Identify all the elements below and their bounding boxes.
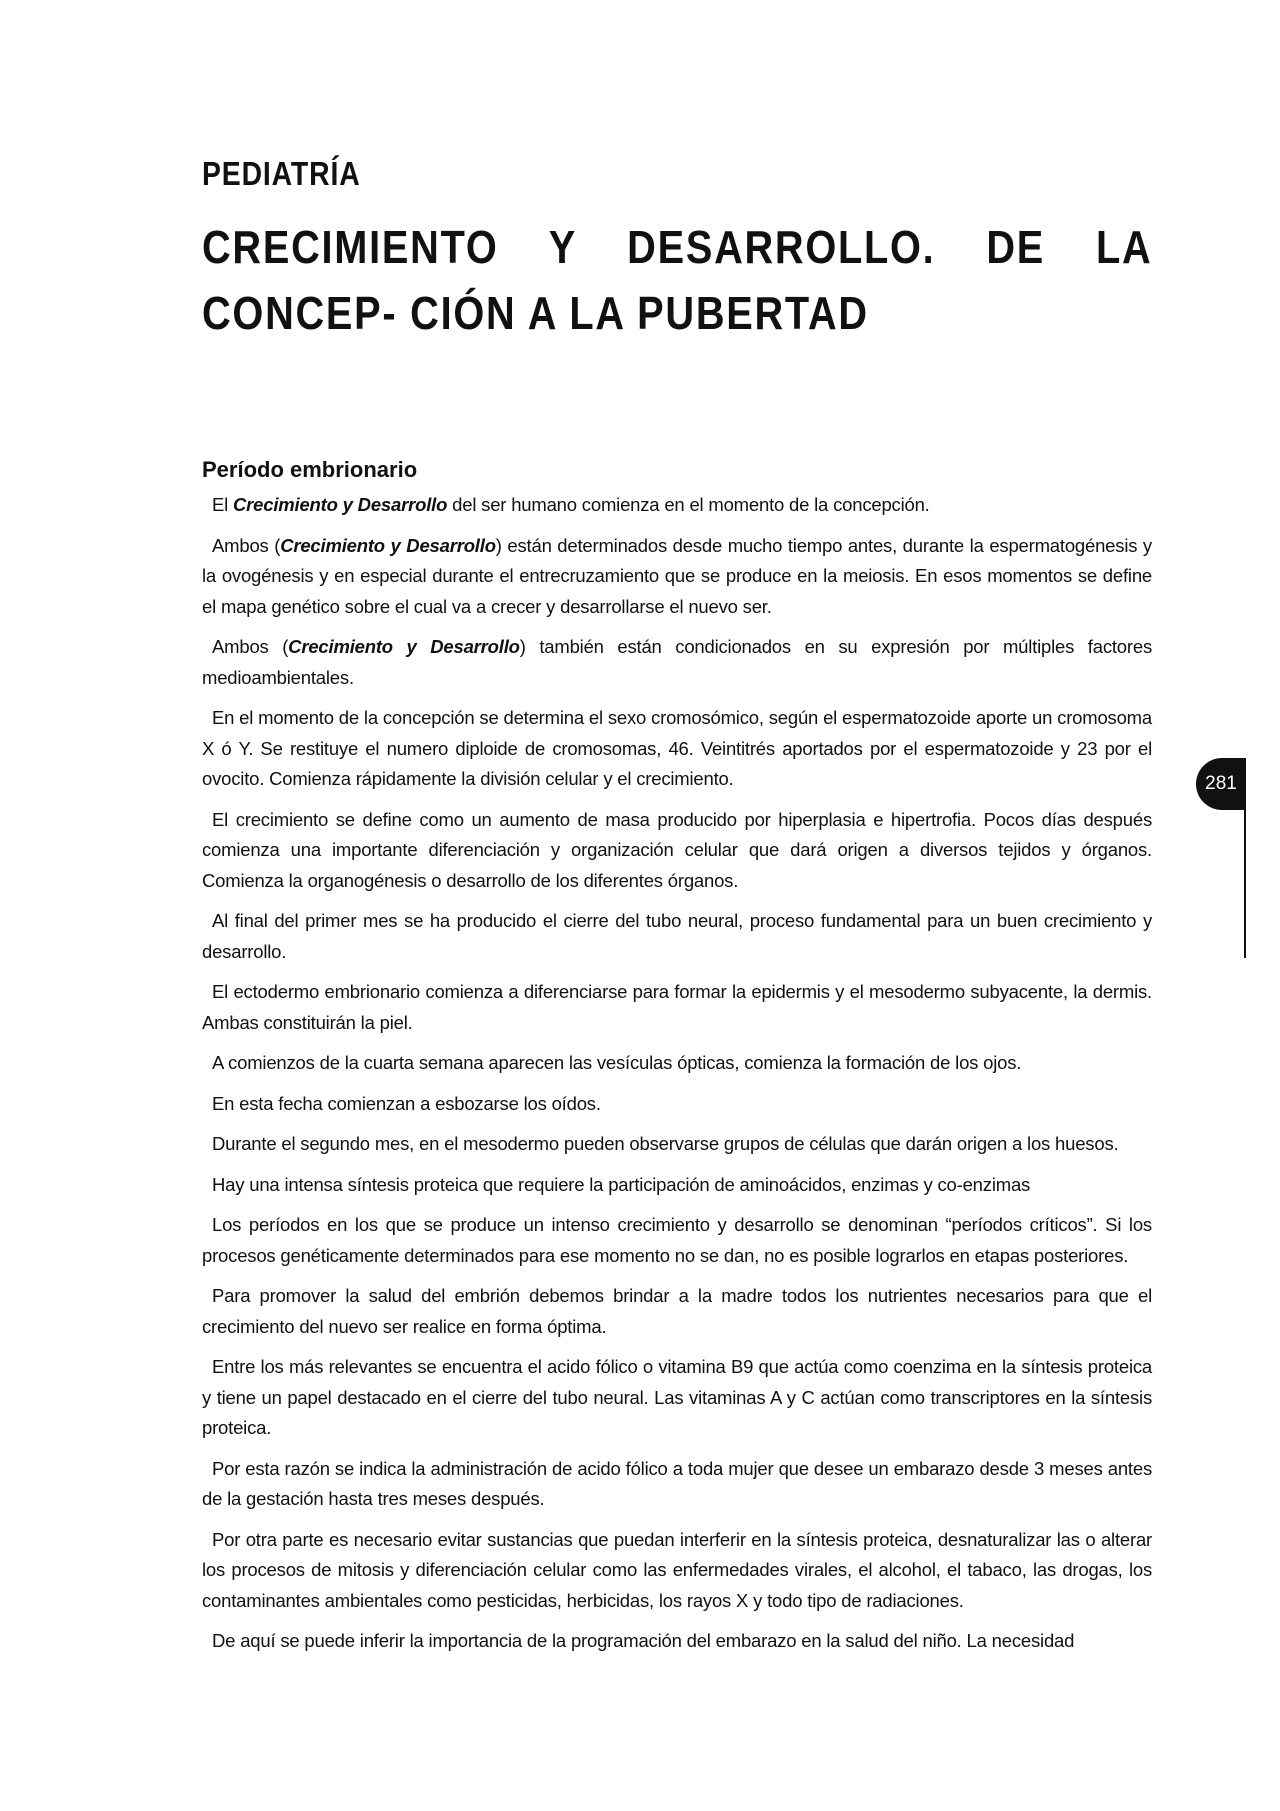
paragraph [202,906,1152,967]
paragraph [202,490,1152,521]
paragraph [202,1626,1152,1657]
subheading: Período embrionario [202,457,418,482]
text-run: ) están determinados desde mucho tiempo antes, durante la espermatogénesis y la ovogénesis y en especial durante el entrecruzamiento que se produce en la meiosis. En esos momentos se define el mapa genético sobre el cual va a crecer y desarrollarse el nuevo ser. [202,534,1152,617]
text-run: En esta fecha comienzan a esbozarse los oídos. [212,1092,601,1114]
paragraph [202,531,1152,623]
paragraph [202,1210,1152,1271]
paragraph [202,1352,1152,1444]
chapter-title: CRECIMIENTO Y DESARROLLO. DE LA CONCEP- CIÓN A LA PUBERTAD [202,221,1153,339]
text-run: del ser humano comienza en el momento de la concepción. [447,494,930,515]
text-run: En el momento de la concepción se determina el sexo cromosómico, según el espermatozoide aporte un cromosoma X ó Y. Se restituye el numero diploide de cromosomas, 46. Veintitrés aportados por el espermatozoide y 23 por el ovocito. Comienza rápidamente la división celular y el crecimiento. [202,707,1152,789]
body-text [202,490,1152,1657]
text-run: A comienzos de la cuarta semana aparecen las vesículas ópticas, comienza la formación de los ojos. [212,1052,1022,1073]
paragraph [202,1129,1152,1160]
text-run: El [212,494,233,515]
text-run: Al final del primer mes se ha producido el cierre del tubo neural, proceso fundamental para un buen crecimiento y desarrollo. [202,910,1152,962]
text-run: Los períodos en los que se produce un intenso crecimiento y desarrollo se denominan “períodos críticos”. Si los procesos genéticamente determinados para ese momento no se dan, no es posible lograrlos en etapas posteriores. [202,1214,1152,1266]
paragraph [202,1525,1152,1617]
text-run: Hay una intensa síntesis proteica que requiere la participación de aminoácidos, enzimas y co-enzimas [212,1173,1031,1195]
page-number-tab [1196,758,1246,864]
section-label: PEDIATRÍA [202,155,361,192]
text-run: Ambos ( [212,534,281,556]
paragraph [202,703,1152,795]
text-run: Por otra parte es necesario evitar sustancias que puedan interferir en la síntesis proteica, desnaturalizar las o alterar los procesos de mitosis y diferenciación celular como las enfermedades virales, el alcohol, el tabaco, las drogas, los contaminantes ambientales como pesticidas, herbicidas, los rayos X y todo tipo de radiaciones. [202,1528,1152,1611]
text-run: Por esta razón se indica la administración de acido fólico a toda mujer que desee un embarazo desde 3 meses antes de la gestación hasta tres meses después. [202,1457,1152,1509]
text-run: Entre los más relevantes se encuentra el acido fólico o vitamina B9 que actúa como coenzima en la síntesis proteica y tiene un papel destacado en el cierre del tubo neural. Las vitaminas A y C actúan como transcriptores en la síntesis proteica. [202,1356,1152,1438]
page-number: 281 [1196,758,1246,810]
paragraph [202,977,1152,1038]
emphasis-text: Crecimiento y Desarrollo [233,494,448,515]
text-run: De aquí se puede inferir la importancia de la programación del embarazo en la salud del niño. La necesidad [212,1630,1075,1651]
paragraph [202,805,1152,897]
text-run: El ectodermo embrionario comienza a diferenciarse para formar la epidermis y el mesodermo subyacente, la dermis. Ambas constituirán la piel. [202,981,1152,1033]
text-run: ) también están condicionados en su expresión por múltiples factores medioambientales. [202,636,1152,688]
page-content [202,150,1152,1667]
emphasis-text: Crecimiento y Desarrollo [280,534,496,556]
text-run: Durante el segundo mes, en el mesodermo pueden observarse grupos de células que darán origen a los huesos. [212,1133,1119,1154]
paragraph [202,1089,1152,1120]
paragraph [202,1281,1152,1342]
text-run: Para promover la salud del embrión debemos brindar a la madre todos los nutrientes necesarios para que el crecimiento del nuevo ser realice en forma óptima. [202,1285,1152,1337]
text-run: El crecimiento se define como un aumento de masa producido por hiperplasia e hipertrofia. Pocos días después comienza una importante diferenciación y organización celular que dará origen a diversos tejidos y órganos. Comienza la organogénesis o desarrollo de los diferentes órganos. [202,808,1152,891]
paragraph [202,1170,1152,1201]
paragraph [202,632,1152,693]
paragraph [202,1048,1152,1079]
paragraph [202,1454,1152,1515]
emphasis-text: Crecimiento y Desarrollo [288,636,520,657]
text-run: Ambos ( [212,636,289,657]
